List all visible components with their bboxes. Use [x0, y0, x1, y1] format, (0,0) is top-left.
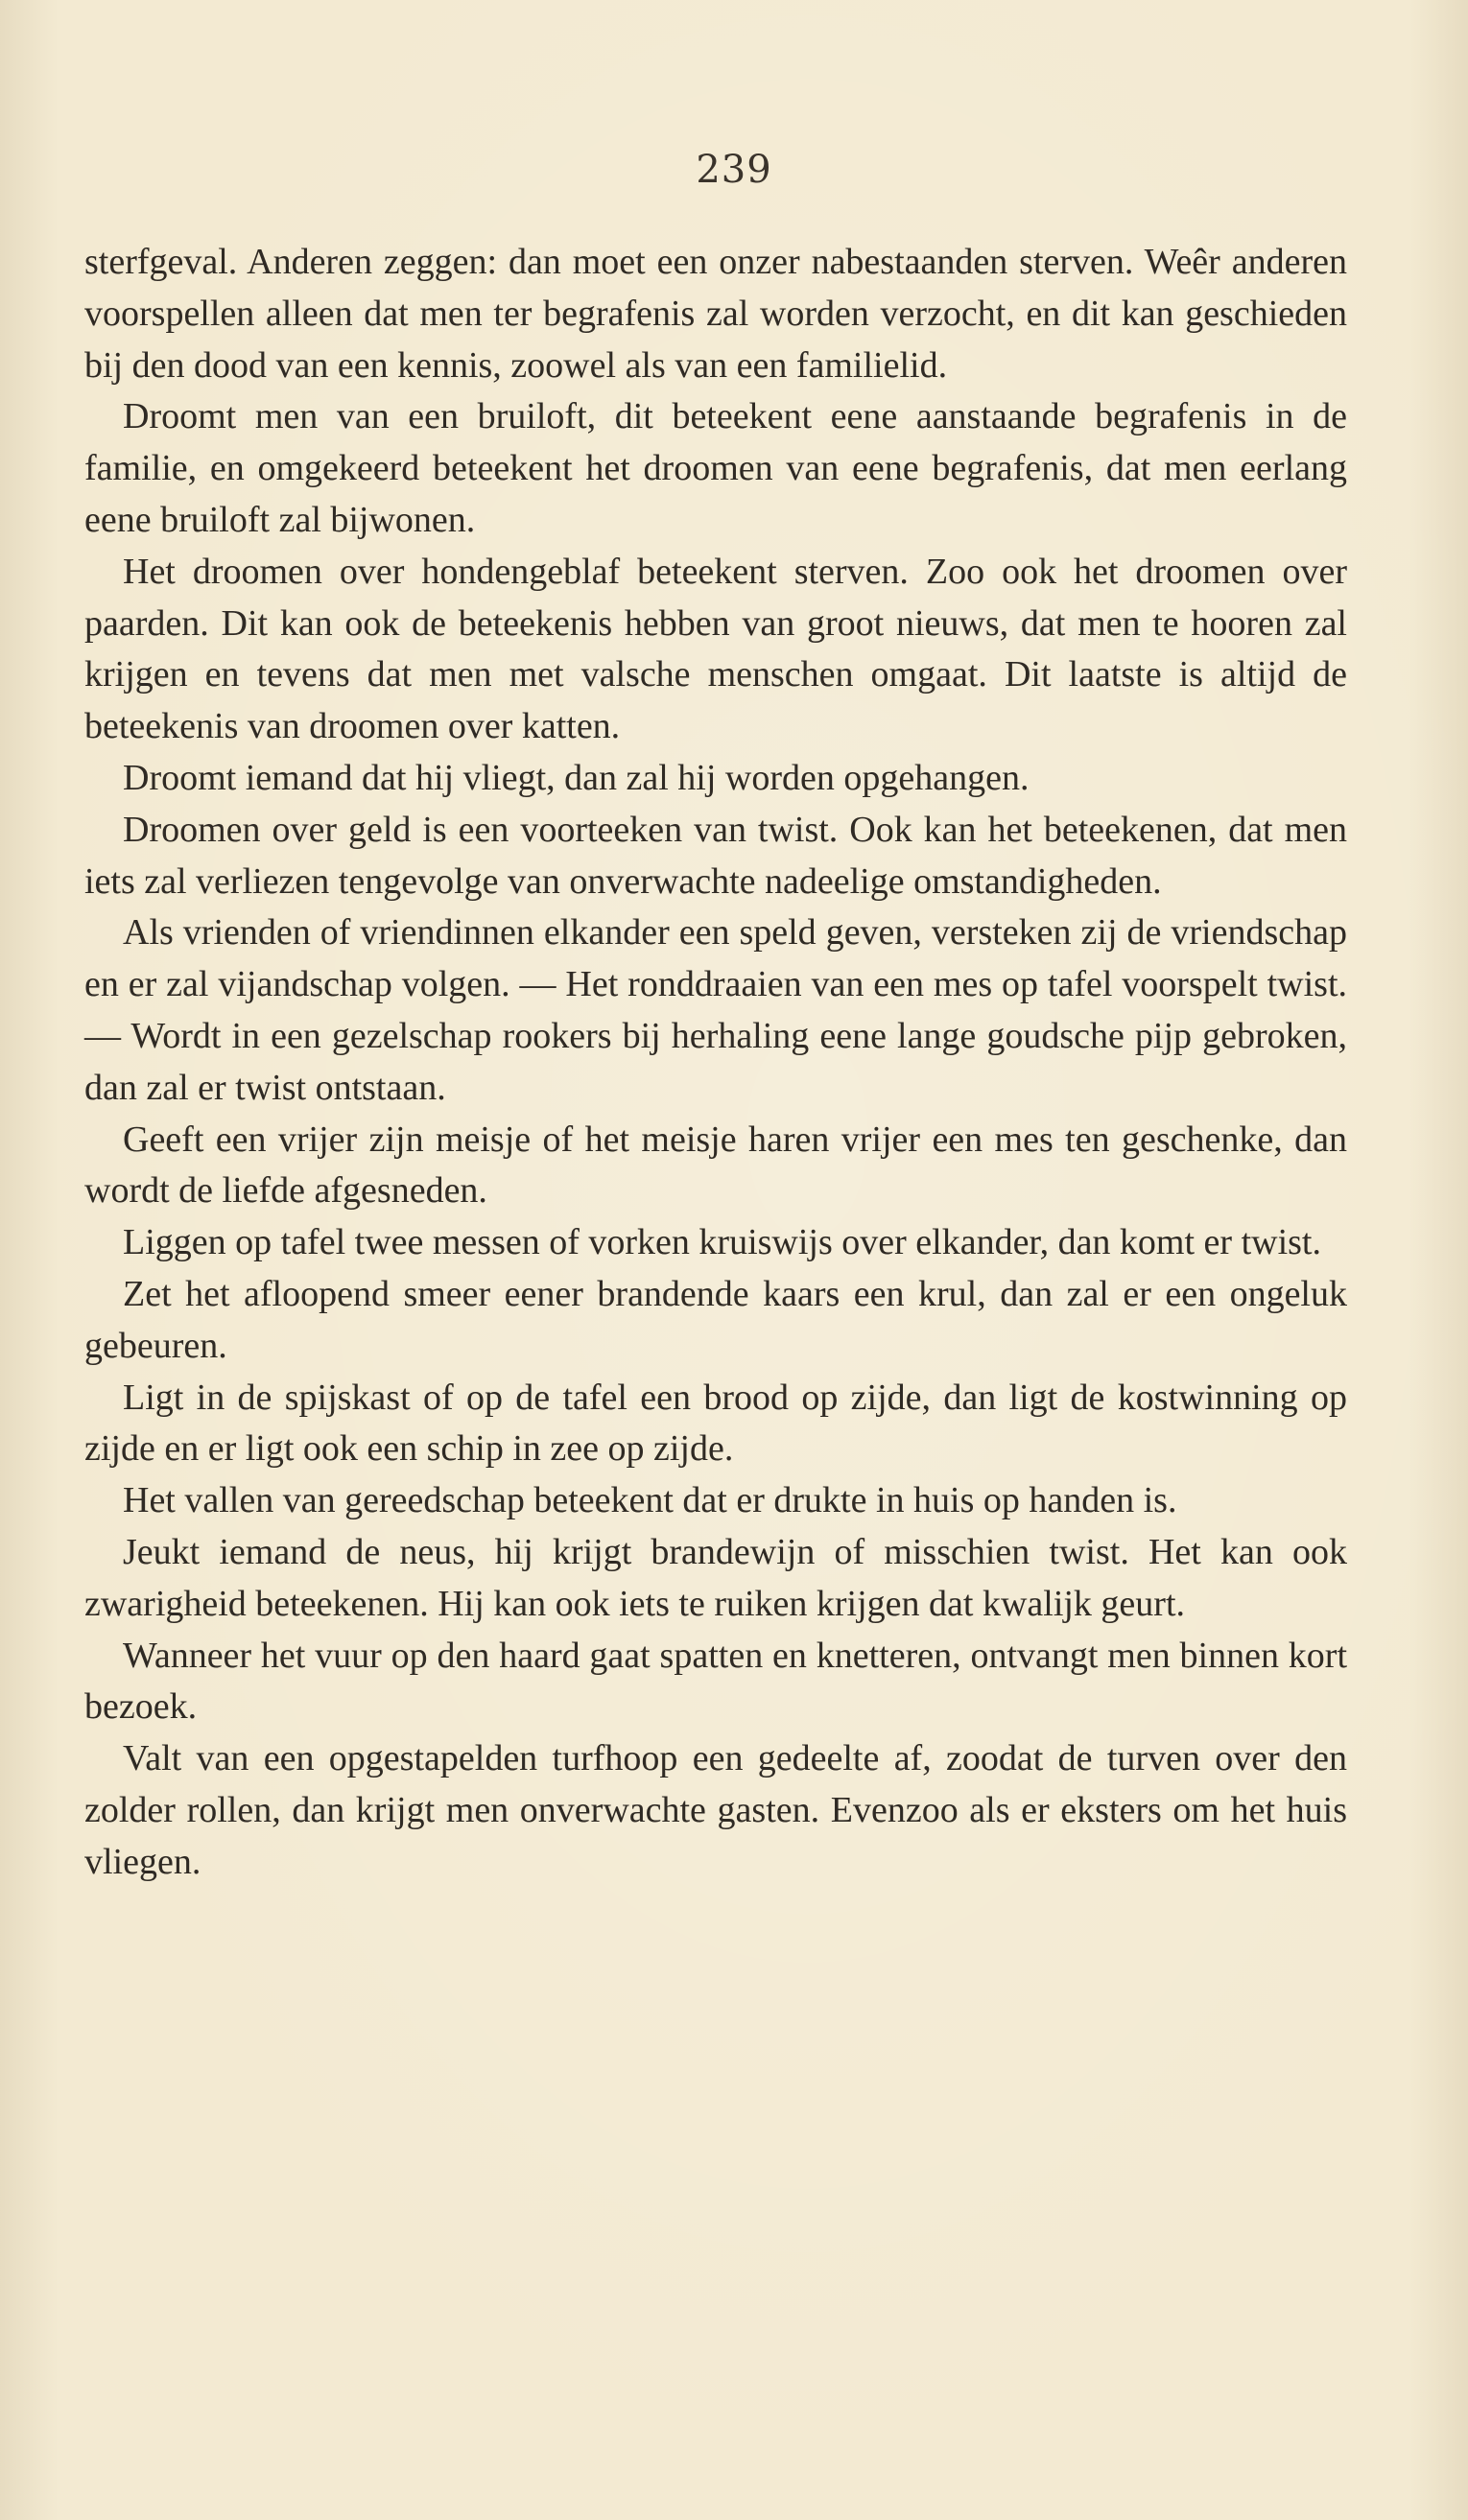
page-number: 239	[696, 148, 772, 192]
paragraph: Jeukt iemand de neus, hij krijgt brandewijn of misschien twist. Het kan ook zwarigheid beteekenen. Hij kan ook iets te ruiken krijgen dat kwalijk geurt.	[84, 1531, 1347, 1624]
paragraph: Zet het afloopend smeer eener brandende kaars een krul, dan zal er een ongeluk gebeuren.	[84, 1273, 1347, 1366]
paragraph: Valt van een opgestapelden turfhoop een gedeelte af, zoodat de turven over den zolder rollen, dan krijgt men onverwachte gasten. Evenzoo als er eksters om het huis vliegen.	[84, 1738, 1347, 1882]
paragraph: sterfgeval. Anderen zeggen: dan moet een onzer nabestaanden sterven. Weêr anderen voorspellen alleen dat men ter begrafenis zal worden verzocht, en dit kan geschieden bij den dood van een kennis, zoowel als van een familielid.	[84, 242, 1347, 386]
paragraph: Ligt in de spijskast of op de tafel een brood op zijde, dan ligt de kostwinning op zijde en er ligt ook een schip in zee op zijde.	[84, 1377, 1347, 1470]
paragraph: Liggen op tafel twee messen of vorken kruiswijs over elkander, dan komt er twist.	[123, 1222, 1321, 1263]
paragraph: Als vrienden of vriendinnen elkander een speld geven, versteken zij de vriendschap en er zal vijandschap volgen. — Het ronddraaien van een mes op tafel voorspelt twist. — Wordt in een gezelschap rookers bij herhaling eene lange goudsche pijp gebroken, dan zal er twist ontstaan.	[84, 912, 1347, 1108]
paragraph: Wanneer het vuur op den haard gaat spatten en knetteren, ontvangt men binnen kort bezoek.	[84, 1635, 1347, 1728]
paragraph: Droomen over geld is een voorteeken van twist. Ook kan het beteekenen, dat men iets zal verliezen tengevolge van onverwachte nadeelige omstandigheden.	[84, 809, 1347, 902]
paragraph: Geeft een vrijer zijn meisje of het meisje haren vrijer een mes ten geschenke, dan wordt de liefde afgesneden.	[84, 1119, 1347, 1212]
paragraph: Droomt iemand dat hij vliegt, dan zal hij worden opgehangen.	[123, 757, 1030, 798]
paragraph: Het vallen van gereedschap beteekent dat er drukte in huis op handen is.	[123, 1480, 1177, 1521]
paragraph: Droomt men van een bruiloft, dit beteekent eene aanstaande begrafenis in de familie, en omgekeerd beteekent het droomen van eene begrafenis, dat men eerlang eene bruiloft zal bijwonen.	[84, 396, 1347, 540]
body-text	[84, 237, 1347, 1889]
paragraph: Het droomen over hondengeblaf beteekent sterven. Zoo ook het droomen over paarden. Dit kan ook de beteekenis hebben van groot nieuws, dat men te hooren zal krijgen en tevens dat men met valsche menschen omgaat. Dit laatste is altijd de beteekenis van droomen over katten.	[84, 551, 1347, 747]
